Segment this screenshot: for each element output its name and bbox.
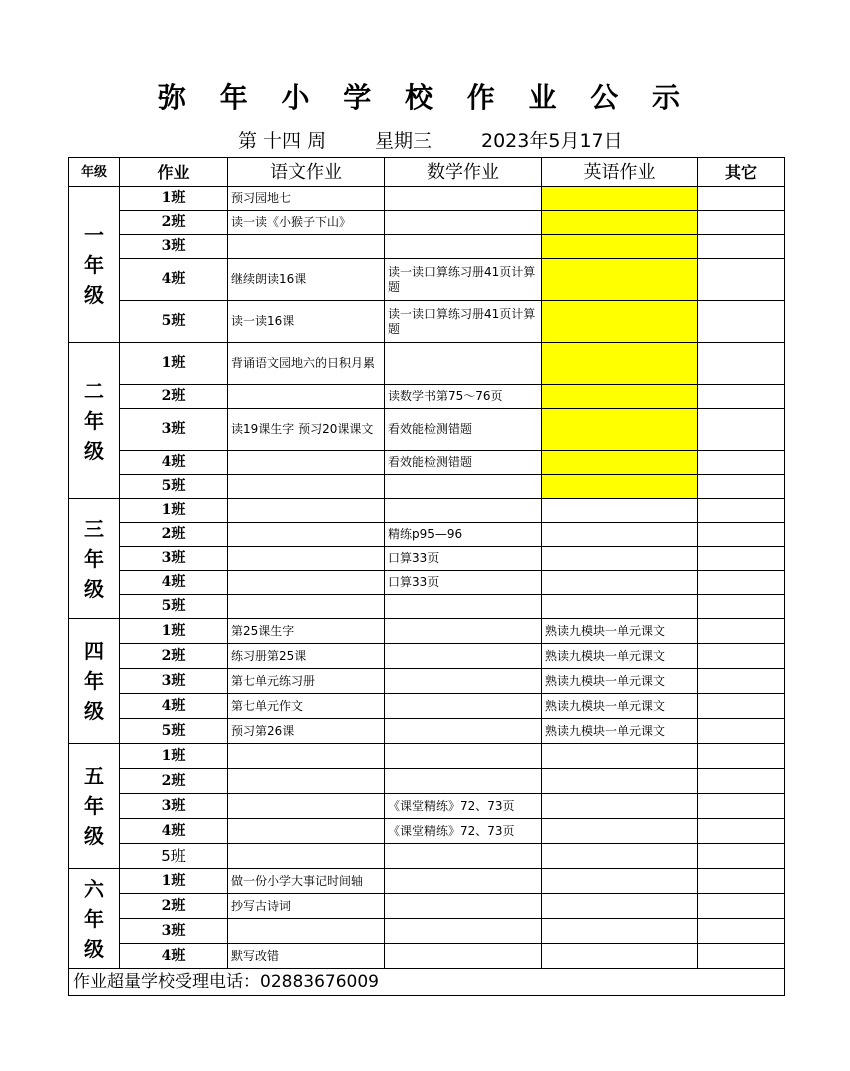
- complaint-hotline: 作业超量学校受理电话：02883676009: [69, 969, 785, 996]
- class-label: 2班: [120, 894, 228, 919]
- chinese-homework: 背诵语文园地六的日积月累: [228, 343, 385, 385]
- math-homework: [385, 869, 542, 894]
- english-homework: [542, 523, 698, 547]
- grade-label: 四 年 级: [69, 619, 120, 744]
- other-homework: [698, 259, 785, 301]
- english-homework: [542, 547, 698, 571]
- class-label: 3班: [120, 669, 228, 694]
- chinese-homework: [228, 499, 385, 523]
- math-homework: 读一读口算练习册41页计算题: [385, 259, 542, 301]
- table-row: [69, 523, 785, 547]
- english-homework: [542, 919, 698, 944]
- class-label: 4班: [120, 819, 228, 844]
- english-homework: [542, 499, 698, 523]
- other-homework: [698, 669, 785, 694]
- english-homework: [542, 571, 698, 595]
- table-row: [69, 644, 785, 669]
- english-homework: [542, 259, 698, 301]
- chinese-homework: 默写改错: [228, 944, 385, 969]
- math-homework: [385, 595, 542, 619]
- grade-label: 三 年 级: [69, 499, 120, 619]
- table-row: [69, 475, 785, 499]
- english-homework: 熟读九模块一单元课文: [542, 669, 698, 694]
- math-homework: [385, 343, 542, 385]
- class-label: 4班: [120, 451, 228, 475]
- english-homework: [542, 301, 698, 343]
- english-homework: [542, 744, 698, 769]
- date-label: 2023年5月17日: [481, 130, 623, 152]
- math-homework: [385, 235, 542, 259]
- header-homework: 作业: [120, 158, 228, 187]
- math-homework: 精练p95—96: [385, 523, 542, 547]
- page-title: 弥 年 小 学 校 作 业 公 示: [158, 81, 692, 114]
- other-homework: [698, 769, 785, 794]
- weekday-label: 星期三: [375, 130, 433, 152]
- table-row: [69, 343, 785, 385]
- chinese-homework: 第七单元作文: [228, 694, 385, 719]
- math-homework: [385, 919, 542, 944]
- other-homework: [698, 595, 785, 619]
- class-label: 1班: [120, 619, 228, 644]
- chinese-homework: [228, 475, 385, 499]
- chinese-homework: [228, 794, 385, 819]
- other-homework: [698, 187, 785, 211]
- english-homework: 熟读九模块一单元课文: [542, 694, 698, 719]
- chinese-homework: [228, 385, 385, 409]
- other-homework: [698, 944, 785, 969]
- table-row: [69, 894, 785, 919]
- other-homework: [698, 869, 785, 894]
- chinese-homework: [228, 919, 385, 944]
- table-row: [69, 819, 785, 844]
- math-homework: [385, 211, 542, 235]
- other-homework: [698, 644, 785, 669]
- math-homework: [385, 499, 542, 523]
- table-row: [69, 211, 785, 235]
- chinese-homework: [228, 844, 385, 869]
- class-label: 5班: [120, 475, 228, 499]
- chinese-homework: 读19课生字 预习20课课文: [228, 409, 385, 451]
- english-homework: [542, 894, 698, 919]
- table-row: [69, 595, 785, 619]
- math-homework: 看效能检测错题: [385, 451, 542, 475]
- math-homework: [385, 187, 542, 211]
- math-homework: [385, 644, 542, 669]
- class-label: 5班: [120, 844, 228, 869]
- table-row: [69, 301, 785, 343]
- english-homework: 熟读九模块一单元课文: [542, 644, 698, 669]
- other-homework: [698, 235, 785, 259]
- table-row: [69, 694, 785, 719]
- math-homework: [385, 769, 542, 794]
- footer-row: [69, 969, 785, 996]
- math-homework: [385, 619, 542, 644]
- english-homework: [542, 235, 698, 259]
- english-homework: 熟读九模块一单元课文: [542, 619, 698, 644]
- week-label: 第 十四 周: [238, 130, 327, 152]
- class-label: 1班: [120, 744, 228, 769]
- class-label: 1班: [120, 187, 228, 211]
- math-homework: 口算33页: [385, 571, 542, 595]
- chinese-homework: 读一读《小猴子下山》: [228, 211, 385, 235]
- class-label: 4班: [120, 944, 228, 969]
- class-label: 5班: [120, 719, 228, 744]
- other-homework: [698, 894, 785, 919]
- chinese-homework: 做一份小学大事记时间轴: [228, 869, 385, 894]
- other-homework: [698, 409, 785, 451]
- english-homework: [542, 844, 698, 869]
- chinese-homework: 预习园地七: [228, 187, 385, 211]
- chinese-homework: 读一读16课: [228, 301, 385, 343]
- english-homework: [542, 187, 698, 211]
- english-homework: 熟读九模块一单元课文: [542, 719, 698, 744]
- table-row: [69, 451, 785, 475]
- chinese-homework: 第25课生字: [228, 619, 385, 644]
- math-homework: 口算33页: [385, 547, 542, 571]
- class-label: 1班: [120, 869, 228, 894]
- class-label: 3班: [120, 794, 228, 819]
- other-homework: [698, 744, 785, 769]
- class-label: 3班: [120, 235, 228, 259]
- other-homework: [698, 571, 785, 595]
- table-row: [69, 794, 785, 819]
- math-homework: [385, 894, 542, 919]
- math-homework: 《课堂精练》72、73页: [385, 794, 542, 819]
- table-row: [69, 769, 785, 794]
- english-homework: [542, 869, 698, 894]
- table-row: [69, 547, 785, 571]
- english-homework: [542, 595, 698, 619]
- table-row: [69, 669, 785, 694]
- english-homework: [542, 819, 698, 844]
- chinese-homework: 继续朗读16课: [228, 259, 385, 301]
- table-row: [69, 187, 785, 211]
- other-homework: [698, 475, 785, 499]
- chinese-homework: 预习第26课: [228, 719, 385, 744]
- class-label: 2班: [120, 385, 228, 409]
- grade-label: 五 年 级: [69, 744, 120, 869]
- math-homework: [385, 669, 542, 694]
- grade-label: 一 年 级: [69, 187, 120, 343]
- class-label: 3班: [120, 409, 228, 451]
- chinese-homework: [228, 523, 385, 547]
- chinese-homework: [228, 451, 385, 475]
- chinese-homework: [228, 571, 385, 595]
- header-english: 英语作业: [542, 158, 698, 187]
- chinese-homework: 练习册第25课: [228, 644, 385, 669]
- header-grade: 年级: [69, 158, 120, 187]
- other-homework: [698, 211, 785, 235]
- other-homework: [698, 619, 785, 644]
- english-homework: [542, 769, 698, 794]
- chinese-homework: [228, 595, 385, 619]
- other-homework: [698, 919, 785, 944]
- chinese-homework: 第七单元练习册: [228, 669, 385, 694]
- other-homework: [698, 343, 785, 385]
- math-homework: [385, 719, 542, 744]
- table-row: [69, 744, 785, 769]
- other-homework: [698, 694, 785, 719]
- other-homework: [698, 301, 785, 343]
- class-label: 2班: [120, 769, 228, 794]
- chinese-homework: [228, 819, 385, 844]
- chinese-homework: 抄写古诗词: [228, 894, 385, 919]
- class-label: 5班: [120, 301, 228, 343]
- english-homework: [542, 409, 698, 451]
- table-row: [69, 919, 785, 944]
- header-other: 其它: [698, 158, 785, 187]
- other-homework: [698, 794, 785, 819]
- math-homework: [385, 944, 542, 969]
- english-homework: [542, 385, 698, 409]
- other-homework: [698, 844, 785, 869]
- class-label: 3班: [120, 919, 228, 944]
- other-homework: [698, 523, 785, 547]
- class-label: 4班: [120, 571, 228, 595]
- class-label: 2班: [120, 523, 228, 547]
- english-homework: [542, 944, 698, 969]
- math-homework: 读一读口算练习册41页计算题: [385, 301, 542, 343]
- math-homework: 读数学书第75～76页: [385, 385, 542, 409]
- english-homework: [542, 794, 698, 819]
- other-homework: [698, 385, 785, 409]
- other-homework: [698, 547, 785, 571]
- table-row: [69, 499, 785, 523]
- table-row: [69, 719, 785, 744]
- other-homework: [698, 819, 785, 844]
- math-homework: 看效能检测错题: [385, 409, 542, 451]
- english-homework: [542, 475, 698, 499]
- math-homework: [385, 694, 542, 719]
- table-row: [69, 619, 785, 644]
- grade-label: 六 年 级: [69, 869, 120, 969]
- header-row: [69, 158, 785, 187]
- chinese-homework: [228, 744, 385, 769]
- header-chinese: 语文作业: [228, 158, 385, 187]
- table-row: [69, 235, 785, 259]
- table-row: [69, 844, 785, 869]
- other-homework: [698, 499, 785, 523]
- other-homework: [698, 719, 785, 744]
- class-label: 3班: [120, 547, 228, 571]
- table-row: [69, 385, 785, 409]
- class-label: 4班: [120, 259, 228, 301]
- other-homework: [698, 451, 785, 475]
- math-homework: [385, 844, 542, 869]
- chinese-homework: [228, 235, 385, 259]
- math-homework: [385, 744, 542, 769]
- class-label: 5班: [120, 595, 228, 619]
- class-label: 4班: [120, 694, 228, 719]
- header-math: 数学作业: [385, 158, 542, 187]
- class-label: 1班: [120, 499, 228, 523]
- chinese-homework: [228, 769, 385, 794]
- class-label: 2班: [120, 211, 228, 235]
- table-row: [69, 259, 785, 301]
- class-label: 2班: [120, 644, 228, 669]
- table-row: [69, 944, 785, 969]
- table-row: [69, 869, 785, 894]
- math-homework: [385, 475, 542, 499]
- english-homework: [542, 343, 698, 385]
- table-row: [69, 409, 785, 451]
- english-homework: [542, 211, 698, 235]
- homework-table: [68, 157, 785, 996]
- grade-label: 二 年 级: [69, 343, 120, 499]
- class-label: 1班: [120, 343, 228, 385]
- chinese-homework: [228, 547, 385, 571]
- english-homework: [542, 451, 698, 475]
- math-homework: 《课堂精练》72、73页: [385, 819, 542, 844]
- table-row: [69, 571, 785, 595]
